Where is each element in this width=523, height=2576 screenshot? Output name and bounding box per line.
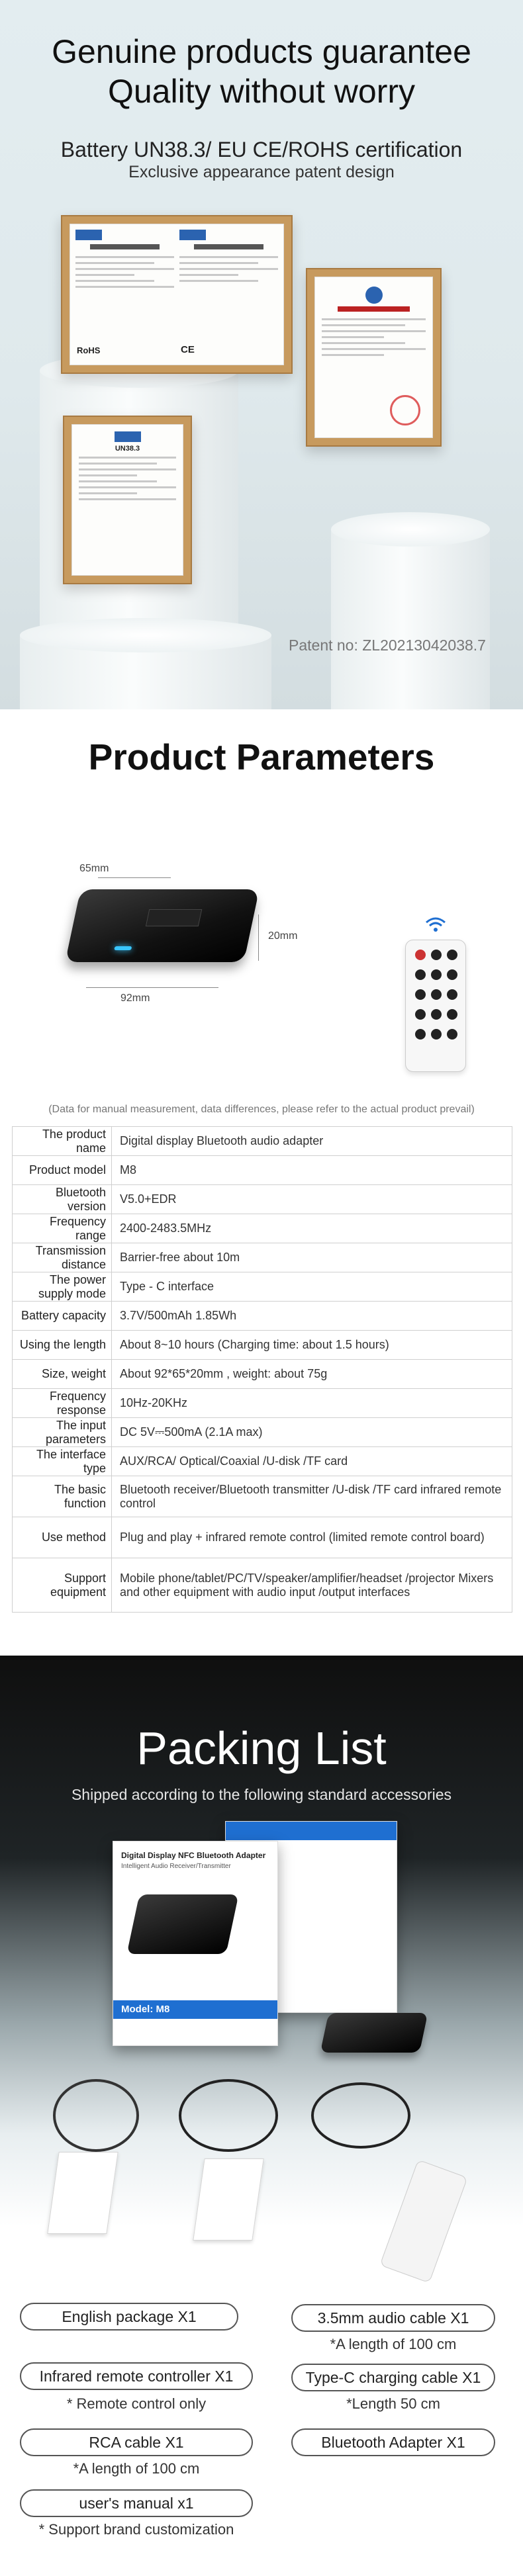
parameter-value: 3.7V/500mAh 1.85Wh: [112, 1302, 512, 1331]
parameter-name: Support equipment: [13, 1558, 112, 1613]
parameter-name: Battery capacity: [13, 1302, 112, 1331]
parameter-row: [13, 1331, 512, 1360]
remote-controller-caption: * Remote control only: [66, 2395, 207, 2412]
box-subtitle: Intelligent Audio Receiver/Transmitter: [121, 1863, 231, 1870]
parameter-row: [13, 1418, 512, 1447]
parameter-name: Transmission distance: [13, 1243, 112, 1272]
parameter-value: AUX/RCA/ Optical/Coaxial /U-disk /TF card: [112, 1447, 512, 1476]
item-typec-cable: Type-C charging cable X1: [291, 2364, 495, 2391]
device-diagram: [60, 863, 298, 1008]
remote-controller-image: [379, 2159, 467, 2283]
packing-list-title: Packing List: [136, 1722, 387, 1774]
parameter-row: [13, 1127, 512, 1156]
measurement-note: (Data for manual measurement, data differences, please refer to the actual product prevail): [48, 1104, 475, 1115]
english-package-image: [47, 2152, 118, 2234]
packing-list-section: [0, 1656, 523, 2576]
audio-cable-image: [179, 2079, 278, 2152]
parameter-name: Use method: [13, 1517, 112, 1558]
display-pillar-base: [20, 635, 271, 709]
rohs-label: RoHS: [77, 345, 101, 355]
parameter-value: DC 5V⎓500mA (2.1A max): [112, 1418, 512, 1447]
parameter-row: [13, 1476, 512, 1517]
un383-label: UN38.3: [115, 445, 140, 453]
parameter-value: About 8~10 hours (Charging time: about 1.5 hours): [112, 1331, 512, 1360]
dim-width-label: 65mm: [79, 863, 109, 874]
item-user-manual: user's manual x1: [20, 2489, 253, 2517]
parameter-row: [13, 1558, 512, 1613]
parameter-value: M8: [112, 1156, 512, 1185]
audio-cable-caption: *A length of 100 cm: [330, 2336, 457, 2352]
remote-control-image: [405, 940, 466, 1072]
user-manual-caption: * Support brand customization: [38, 2521, 234, 2538]
parameters-section: [0, 709, 523, 1656]
parameter-row: [13, 1243, 512, 1272]
item-audio-cable: 3.5mm audio cable X1: [291, 2304, 495, 2332]
parameter-value: 2400-2483.5MHz: [112, 1214, 512, 1243]
dim-length-label: 92mm: [120, 993, 150, 1004]
parameter-value: About 92*65*20mm , weight: about 75g: [112, 1360, 512, 1389]
parameter-row: [13, 1360, 512, 1389]
display-pillar-right: [331, 529, 490, 709]
parameter-name: Product model: [13, 1156, 112, 1185]
parameter-row: [13, 1447, 512, 1476]
item-rca-cable: RCA cable X1: [20, 2428, 253, 2456]
typec-cable-image: [311, 2082, 410, 2149]
parameters-table: [12, 1126, 512, 1613]
parameter-value: Mobile phone/tablet/PC/TV/speaker/amplifier/headset /projector Mixers and other equipment with audio input /output interfaces: [112, 1558, 512, 1613]
parameter-name: Frequency range: [13, 1214, 112, 1243]
parameter-value: Digital display Bluetooth audio adapter: [112, 1127, 512, 1156]
adapter-device-image: [320, 2013, 428, 2053]
parameter-value: Bluetooth receiver/Bluetooth transmitter /U-disk /TF card infrared remote control: [112, 1476, 512, 1517]
parameter-value: 10Hz-20KHz: [112, 1389, 512, 1418]
item-remote-controller: Infrared remote controller X1: [20, 2362, 253, 2390]
cert-subtitle: Battery UN38.3/ EU CE/ROHS certification: [60, 138, 463, 161]
parameter-value: Barrier-free about 10m: [112, 1243, 512, 1272]
box-model: Model: M8: [121, 2004, 170, 2015]
parameter-row: [13, 1272, 512, 1302]
ce-label: CE: [181, 344, 195, 355]
parameter-name: The basic function: [13, 1476, 112, 1517]
item-english-package: English package X1: [20, 2303, 238, 2331]
parameter-name: The input parameters: [13, 1418, 112, 1447]
infrared-signal-icon: [424, 914, 448, 934]
parameters-title: Product Parameters: [88, 736, 435, 777]
parameter-row: [13, 1517, 512, 1558]
parameter-name: The product name: [13, 1127, 112, 1156]
cert-title-line2: Quality without worry: [107, 73, 416, 110]
parameter-value: V5.0+EDR: [112, 1185, 512, 1214]
parameter-row: [13, 1156, 512, 1185]
bluetooth-adapter-image: [65, 889, 259, 962]
box-title: Digital Display NFC Bluetooth Adapter: [121, 1851, 266, 1860]
user-manual-image: [193, 2158, 263, 2241]
un383-certificate-frame: [63, 416, 192, 584]
patent-number: Patent no: ZL20213042038.7: [289, 637, 486, 654]
parameter-name: Frequency response: [13, 1389, 112, 1418]
parameter-name: The power supply mode: [13, 1272, 112, 1302]
certification-section: [0, 0, 523, 709]
parameter-name: Bluetooth version: [13, 1185, 112, 1214]
ce-rohs-certificate-frame: [61, 215, 293, 374]
typec-cable-caption: *Length 50 cm: [346, 2395, 440, 2412]
retail-box-front: [113, 1841, 278, 2046]
parameter-row: [13, 1302, 512, 1331]
parameter-name: The interface type: [13, 1447, 112, 1476]
parameter-row: [13, 1214, 512, 1243]
cert-subtitle-2: Exclusive appearance patent design: [128, 163, 395, 181]
patent-certificate-frame: [306, 268, 442, 447]
dim-height-label: 20mm: [268, 930, 298, 942]
item-bluetooth-adapter: Bluetooth Adapter X1: [291, 2428, 495, 2456]
packing-list-tagline: Shipped according to the following standard accessories: [71, 1786, 452, 1803]
parameter-row: [13, 1185, 512, 1214]
parameter-name: Using the length: [13, 1331, 112, 1360]
cert-title-line1: Genuine products guarantee: [52, 33, 471, 70]
parameter-value: Type - C interface: [112, 1272, 512, 1302]
rca-cable-caption: *A length of 100 cm: [73, 2460, 200, 2477]
parameter-value: Plug and play + infrared remote control (limited remote control board): [112, 1517, 512, 1558]
parameter-name: Size, weight: [13, 1360, 112, 1389]
rca-cable-image: [53, 2079, 139, 2152]
parameter-row: [13, 1389, 512, 1418]
